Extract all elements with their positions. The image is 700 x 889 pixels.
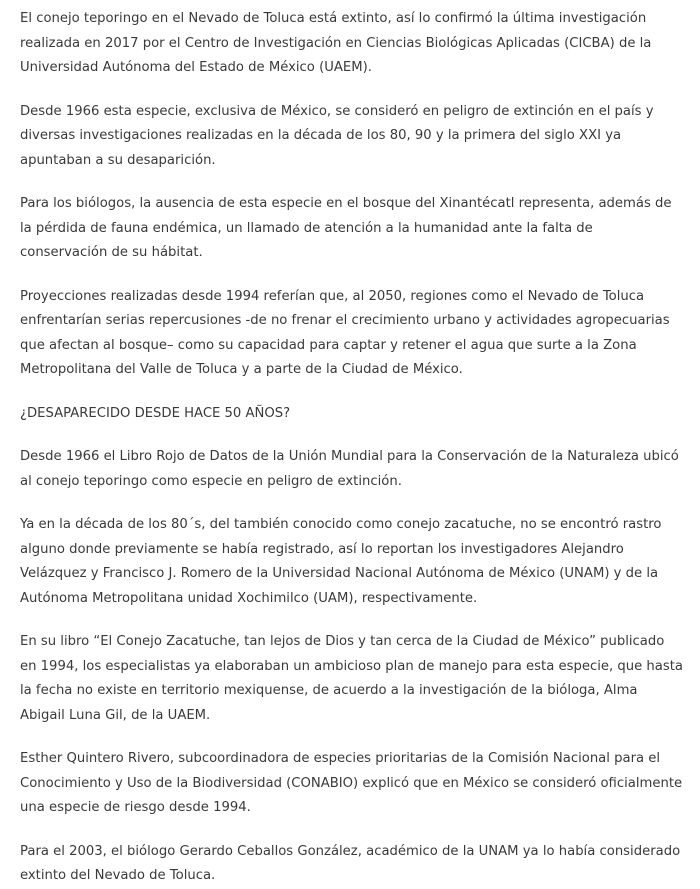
paragraph-extinction-confirmed: El conejo teporingo en el Nevado de Toluca está extinto, así lo confirmó la última investigación realizada en 2017 por el Centro de Investigación en Ciencias Biológicas Aplicadas (CICBA) de la Universidad Autónoma del Estado de México (UAEM). bbox=[20, 11, 652, 75]
paragraph-2003-extinct: Para el 2003, el biólogo Gerardo Ceballos González, académico de la UNAM ya lo había considerado extinto del Nevado de Toluca. bbox=[20, 843, 681, 883]
paragraph-projections-2050: Proyecciones realizadas desde 1994 referían que, al 2050, regiones como el Nevado de Toluca enfrentarían serias repercusiones -de no frenar el crecimiento urbano y actividades agropecuarias que afectan al bosque– como su capacidad para captar y retener el agua que surte a la Zona Metropolitana del Valle de Toluca y a parte de la Ciudad de México. bbox=[20, 288, 670, 377]
paragraph-biologists-warning: Para los biólogos, la ausencia de esta especie en el bosque del Xinantécatl representa, además de la pérdida de fauna endémica, un llamado de atención a la humanidad ante la falta de conservación de su hábitat. bbox=[20, 196, 672, 260]
paragraph-red-book: Desde 1966 el Libro Rojo de Datos de la Unión Mundial para la Conservación de la Naturaleza ubicó al conejo teporingo como especie en peligro de extinción. bbox=[20, 449, 679, 489]
section-heading: ¿DESAPARECIDO DESDE HACE 50 AÑOS? bbox=[20, 405, 291, 421]
paragraph-conabio: Esther Quintero Rivero, subcoordinadora de especies prioritarias de la Comisión Nacional para el Conocimiento y Uso de la Biodiversidad (CONABIO) explicó que en México se consideró oficialmente una especie de riesgo desde 1994. bbox=[20, 751, 683, 815]
paragraph-80s-no-trace: Ya en la década de los 80´s, del también conocido como conejo zacatuche, no se encontró rastro alguno donde previamente se había registrado, así lo reportan los investigadores Alejandro Velázquez y Francisco J. Romero de la Universidad Nacional Autónoma de México (UNAM) y de la Autónoma Metropolitana unidad Xochimilco (UAM), respectivamente. bbox=[20, 517, 662, 606]
paragraph-book-1994: En su libro “El Conejo Zacatuche, tan lejos de Dios y tan cerca de la Ciudad de México” publicado en 1994, los especialistas ya elaboraban un ambicioso plan de manejo para esta especie, que hasta la fecha no existe en territorio mexiquense, de acuerdo a la investigación de la bióloga, Alma Abigail Luna Gil, de la UAEM. bbox=[20, 634, 683, 723]
paragraph-endangered-since-1966: Desde 1966 esta especie, exclusiva de México, se consideró en peligro de extinción en el país y diversas investigaciones realizadas en la década de los 80, 90 y la primera del siglo XXI ya apuntaban a su desaparición. bbox=[20, 103, 654, 168]
